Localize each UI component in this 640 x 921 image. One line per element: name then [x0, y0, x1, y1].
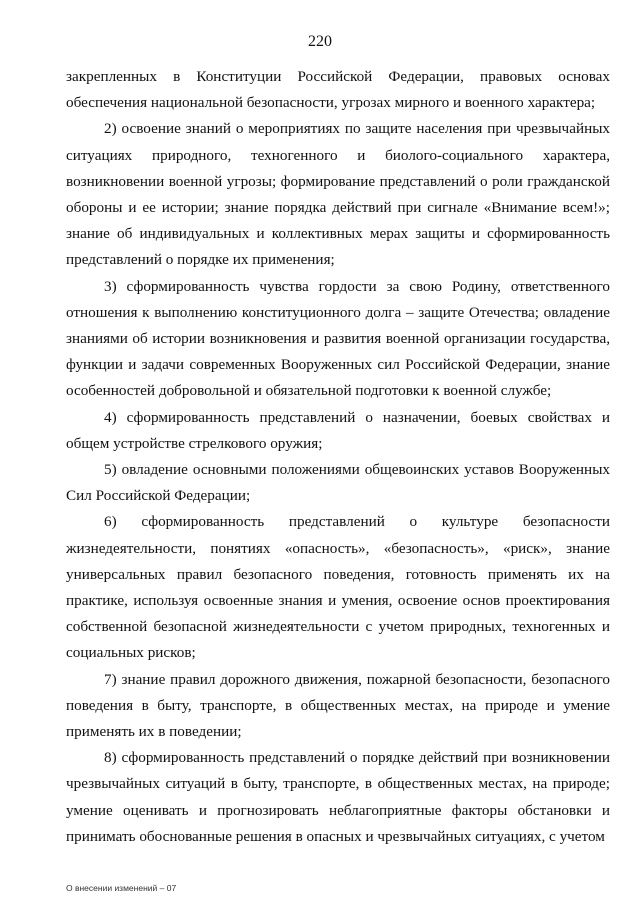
page-body: [66, 64, 610, 850]
paragraph-item-5: 5) овладение основными положениями общевоинских уставов Вооруженных Сил Российской Федерации;: [66, 461, 610, 505]
paragraph-item-3: 3) сформированность чувства гордости за свою Родину, ответственного отношения к выполнению конституционного долга – защите Отечества; овладение знаниями об истории возникновения и развития военной организации государства, функции и задачи современных Вооруженных сил Российской Федерации, знание особенностей добровольной и обязательной подготовки к военной службе;: [66, 277, 610, 400]
paragraph-item-7: 7) знание правил дорожного движения, пожарной безопасности, безопасного поведения в быту, транспорте, в общественных местах, на природе и умение применять их в поведении;: [66, 670, 610, 741]
paragraph-item-8: 8) сформированность представлений о порядке действий при возникновении чрезвычайных ситуаций в быту, транспорте, в общественных местах, на природе; умение оценивать и прогнозировать неблагоприятные факторы обстановки и принимать обоснованные решения в опасных и чрезвычайных ситуациях, с учетом: [66, 749, 610, 845]
document-footer: О внесении изменений – 07: [66, 883, 177, 893]
paragraph-item-4: 4) сформированность представлений о назначении, боевых свойствах и общем устройстве стрелкового оружия;: [66, 408, 610, 452]
paragraph-item-6: 6) сформированность представлений о культуре безопасности жизнедеятельности, понятиях «опасность», «безопасность», «риск», знание универсальных правил безопасного поведения, готовность применять их на практике, используя освоенные знания и умения, освоение основ проектирования собственной безопасной жизнедеятельности с учетом природных, техногенных и социальных рисков;: [66, 513, 610, 662]
page-number: 220: [308, 33, 332, 50]
paragraph-item-2: 2) освоение знаний о мероприятиях по защите населения при чрезвычайных ситуациях природного, техногенного и биолого-социального характера, возникновении военной угрозы; формирование представлений о роли гражданской обороны и ее истории; знание порядка действий при сигнале «Внимание всем!»; знание об индивидуальных и коллективных мерах защиты и сформированность представлений о порядке их применения;: [66, 120, 610, 269]
paragraph-continuation: закрепленных в Конституции Российской Федерации, правовых основах обеспечения национальной безопасности, угрозах мирного и военного характера;: [66, 68, 610, 112]
